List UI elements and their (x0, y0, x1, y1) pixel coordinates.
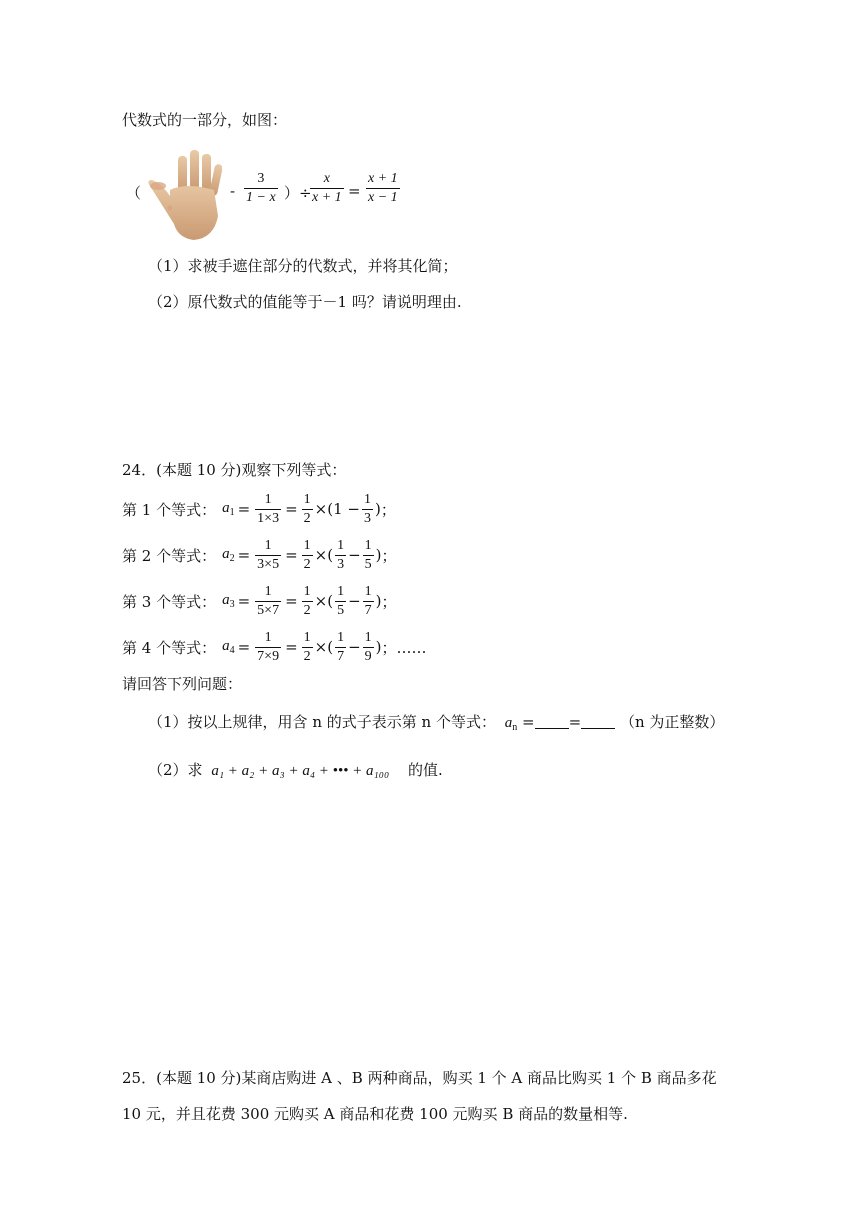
equation-label: 第 2 个等式： (122, 546, 217, 565)
q23-minus: - (230, 182, 236, 200)
q24-part1: （1）按以上规律，用含 n 的式子表示第 n 个等式： $a_n$ = = （n 为正整数） (148, 713, 725, 733)
q23-frac1-den: 1 − x (246, 190, 276, 205)
q24-part1-note: （n 为正整数） (619, 713, 725, 731)
q23-eq: = (348, 182, 361, 200)
equation-row: 第 3 个等式： $a_3$ = $\frac{1}{5\times 7}$ = $\frac{1}{2}$ × ( $\frac{1}{5}$ − $\frac{1}{7}$ ) ； (122, 583, 397, 618)
q24-part2-tail: 的值. (407, 761, 443, 779)
equation-a: $a_4$ (222, 638, 235, 656)
equation-tail: ； (380, 500, 396, 519)
equals-sign: = (285, 592, 298, 610)
equation-frac: $\frac{1}{1\times 3}$ (257, 491, 280, 526)
equation-label: 第 3 个等式： (122, 592, 217, 611)
minus-sign: − (348, 592, 361, 610)
equals-sign: = (285, 546, 298, 564)
q23-frac1 (244, 170, 278, 207)
q23-frac2-num: x (323, 171, 330, 186)
q23-frac2-den: x + 1 (312, 190, 342, 205)
equation-row: 第 1 个等式： $a_1$ = $\frac{1}{1\times 3}$ = $\frac{1}{2}$ × ( 1 − $\frac{1}{3}$ ) ； (122, 491, 396, 526)
equation-tail: ； (381, 546, 397, 565)
hand-image (140, 146, 222, 246)
answer-blank[interactable] (581, 714, 615, 729)
inner-frac: $\frac{1}{5}$ (337, 583, 345, 618)
q23-rparen-div: ）÷ (284, 184, 312, 202)
inner-frac: $\frac{1}{7}$ (337, 629, 345, 664)
q24-prompt: 请回答下列问题： (122, 675, 243, 693)
inner-frac: $\frac{1}{3}$ (363, 491, 371, 526)
equation-frac: $\frac{1}{3\times 5}$ (257, 537, 280, 572)
equation-label: 第 1 个等式： (122, 500, 217, 519)
q23-part1: （1）求被手遮住部分的代数式，并将其化简； (148, 257, 458, 275)
half-frac: $\frac{1}{2}$ (303, 629, 311, 664)
equation-a: $a_3$ (222, 592, 235, 610)
q23-lparen: （ (126, 184, 142, 202)
q23-frac3-den: x − 1 (368, 190, 398, 205)
equation-tail: ； (381, 592, 397, 611)
equation-a: $a_1$ (222, 500, 235, 518)
equals-sign: = (237, 500, 251, 518)
q23-frac2 (310, 170, 344, 207)
equals-sign: = (237, 546, 251, 564)
answer-blank[interactable] (535, 714, 569, 729)
q24-part2-text: （2）求 (148, 761, 203, 779)
equation-frac: $\frac{1}{5\times 7}$ (257, 583, 280, 618)
equals-sign: = (237, 638, 251, 656)
q23-frac3-num: x + 1 (368, 171, 398, 186)
q23-frac1-num: 3 (257, 171, 265, 186)
equation-a: $a_2$ (222, 546, 235, 564)
equation-frac: $\frac{1}{7\times 9}$ (257, 629, 280, 664)
q23-frac3 (366, 170, 400, 207)
times-sign: × (314, 500, 328, 518)
equation-row: 第 4 个等式： $a_4$ = $\frac{1}{7\times 9}$ = $\frac{1}{2}$ × ( $\frac{1}{7}$ − $\frac{1}{9}$ ) ；…… (122, 629, 427, 664)
half-frac: $\frac{1}{2}$ (303, 583, 311, 618)
times-sign: × (314, 546, 328, 564)
q23-part2: （2）原代数式的值能等于－1 吗？请说明理由. (148, 293, 462, 311)
equals-sign: = (285, 500, 298, 518)
equals-sign: = (237, 592, 251, 610)
inner-frac: $\frac{1}{7}$ (364, 583, 372, 618)
q24-equations (122, 486, 522, 670)
q23-expression (126, 146, 426, 242)
half-frac: $\frac{1}{2}$ (303, 537, 311, 572)
equation-row: 第 2 个等式： $a_2$ = $\frac{1}{3\times 5}$ = $\frac{1}{2}$ × ( $\frac{1}{3}$ − $\frac{1}{5}$ ) ； (122, 537, 397, 572)
inner-term: 1 − (333, 500, 360, 518)
q24-part2 (148, 760, 443, 781)
equation-label: 第 4 个等式： (122, 638, 217, 657)
times-sign: × (314, 592, 328, 610)
q25-line1: 25．(本题 10 分)某商店购进 A 、B 两种商品，购买 1 个 A 商品比购买 1 个 B 商品多花 (122, 1069, 717, 1087)
q24-heading: 24．(本题 10 分)观察下列等式： (122, 461, 347, 479)
equals-sign: = (285, 638, 298, 656)
q24-sum-expression: a₁ + a₂ + a₃ + a₄ + ••• + a₁₀₀ (211, 763, 390, 779)
inner-frac: $\frac{1}{3}$ (337, 537, 345, 572)
q24-part1-an: $a_n$ (504, 715, 518, 733)
minus-sign: − (348, 638, 361, 656)
q24-part1-text: （1）按以上规律，用含 n 的式子表示第 n 个等式： (148, 713, 496, 731)
minus-sign: − (348, 546, 361, 564)
equation-tail: ；…… (381, 638, 427, 657)
inner-frac: $\frac{1}{5}$ (364, 537, 372, 572)
q25-line2: 10 元，并且花费 300 元购买 A 商品和花费 100 元购买 B 商品的数量相等. (122, 1105, 628, 1123)
half-frac: $\frac{1}{2}$ (303, 491, 311, 526)
times-sign: × (314, 638, 328, 656)
q23-intro: 代数式的一部分，如图： (122, 111, 288, 129)
inner-frac: $\frac{1}{9}$ (364, 629, 372, 664)
